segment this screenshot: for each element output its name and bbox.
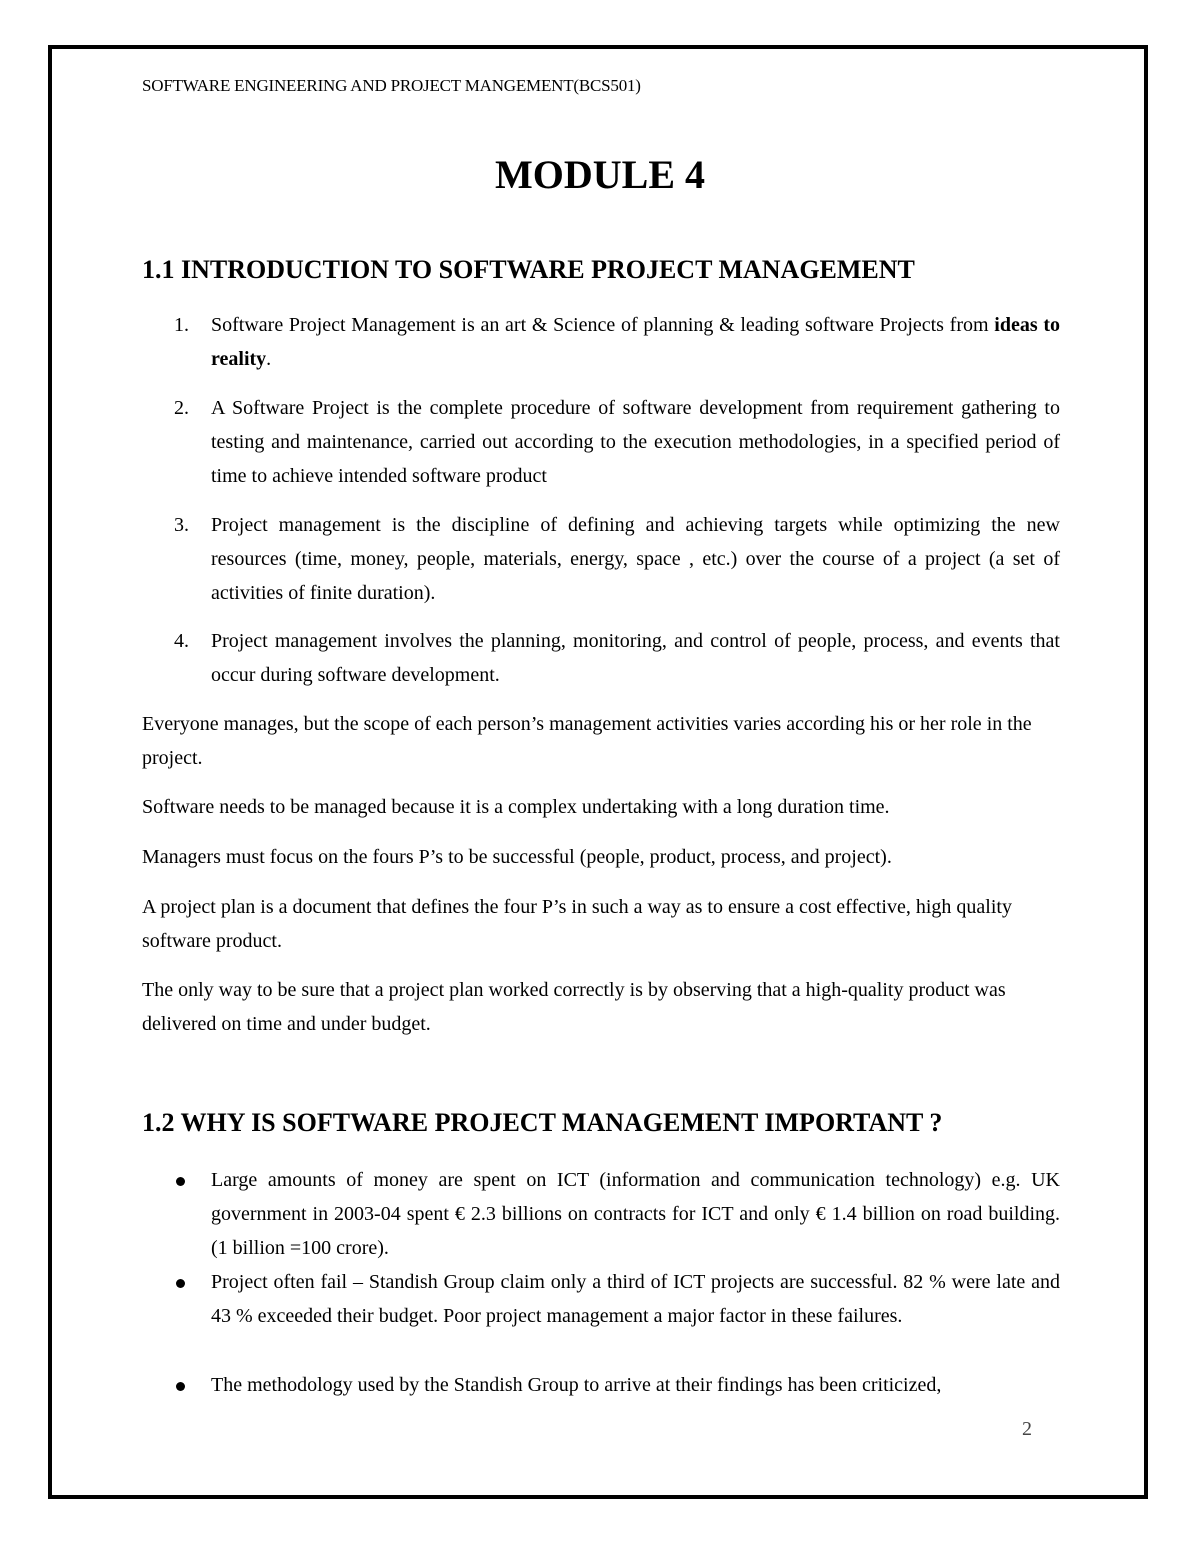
- item-text: Project management is the discipline of defining and achieving targets while optimizing the new resources (time, money, people, materials, energy, space , etc.) over the course of a project (a set of activities of finite duration).: [211, 514, 1060, 604]
- bullet-item: [142, 1163, 1060, 1265]
- bullet-item: [142, 1368, 1060, 1402]
- item-text: A Software Project is the complete procedure of software development from requirement gathering to testing and maintenance, carried out according to the execution methodologies, in a specified period of time to achieve intended software product: [211, 397, 1060, 487]
- section-heading-intro: 1.1 INTRODUCTION TO SOFTWARE PROJECT MANAGEMENT: [142, 255, 915, 284]
- numbered-item: [142, 508, 1060, 610]
- running-header: SOFTWARE ENGINEERING AND PROJECT MANGEMENT(BCS501): [142, 76, 641, 95]
- module-title: MODULE 4: [495, 152, 705, 197]
- bullet-text: The methodology used by the Standish Group to arrive at their findings has been criticized,: [211, 1374, 942, 1396]
- item-text: Project management involves the planning, monitoring, and control of people, process, and events that occur during software development.: [211, 630, 1060, 686]
- item-number: 2.: [174, 397, 189, 419]
- item-text-bold: ideas to reality: [211, 314, 1060, 370]
- item-number: 1.: [174, 314, 189, 336]
- item-number: 4.: [174, 630, 189, 652]
- section-heading-importance: 1.2 WHY IS SOFTWARE PROJECT MANAGEMENT IMPORTANT ?: [142, 1108, 943, 1137]
- bullet-text: Large amounts of money are spent on ICT (information and communication technology) e.g. UK government in 2003-04 spent € 2.3 billions on contracts for ICT and only € 1.4 billion on road building. (1 billion =100 crore).: [211, 1169, 1060, 1259]
- bullet-text: Project often fail – Standish Group claim only a third of ICT projects are successful. 82 % were late and 43 % exceeded their budget. Poor project management a major factor in these failures.: [211, 1271, 1060, 1327]
- bullet-item: [142, 1265, 1060, 1333]
- paragraph: The only way to be sure that a project plan worked correctly is by observing that a high-quality product was delivered on time and under budget.: [142, 979, 1006, 1035]
- item-number: 3.: [174, 514, 189, 536]
- numbered-item: [142, 308, 1060, 376]
- item-text-part: Software Project Management is an art & Science of planning & leading software Projects from: [211, 314, 995, 336]
- page-number: 2: [1022, 1418, 1032, 1440]
- paragraph: A project plan is a document that defines the four P’s in such a way as to ensure a cost effective, high quality software product.: [142, 896, 1012, 952]
- paragraph: Everyone manages, but the scope of each person’s management activities varies according his or her role in the project.: [142, 713, 1032, 769]
- bullet-icon: [176, 1382, 185, 1391]
- numbered-item: [142, 624, 1060, 692]
- bullet-icon: [176, 1177, 185, 1186]
- item-text: [211, 308, 1060, 376]
- bullet-icon: [176, 1279, 185, 1288]
- paragraph: Software needs to be managed because it is a complex undertaking with a long duration time.: [142, 796, 890, 818]
- paragraph: Managers must focus on the fours P’s to be successful (people, product, process, and project).: [142, 846, 892, 868]
- numbered-item: [142, 391, 1060, 493]
- item-text-part: .: [266, 348, 272, 370]
